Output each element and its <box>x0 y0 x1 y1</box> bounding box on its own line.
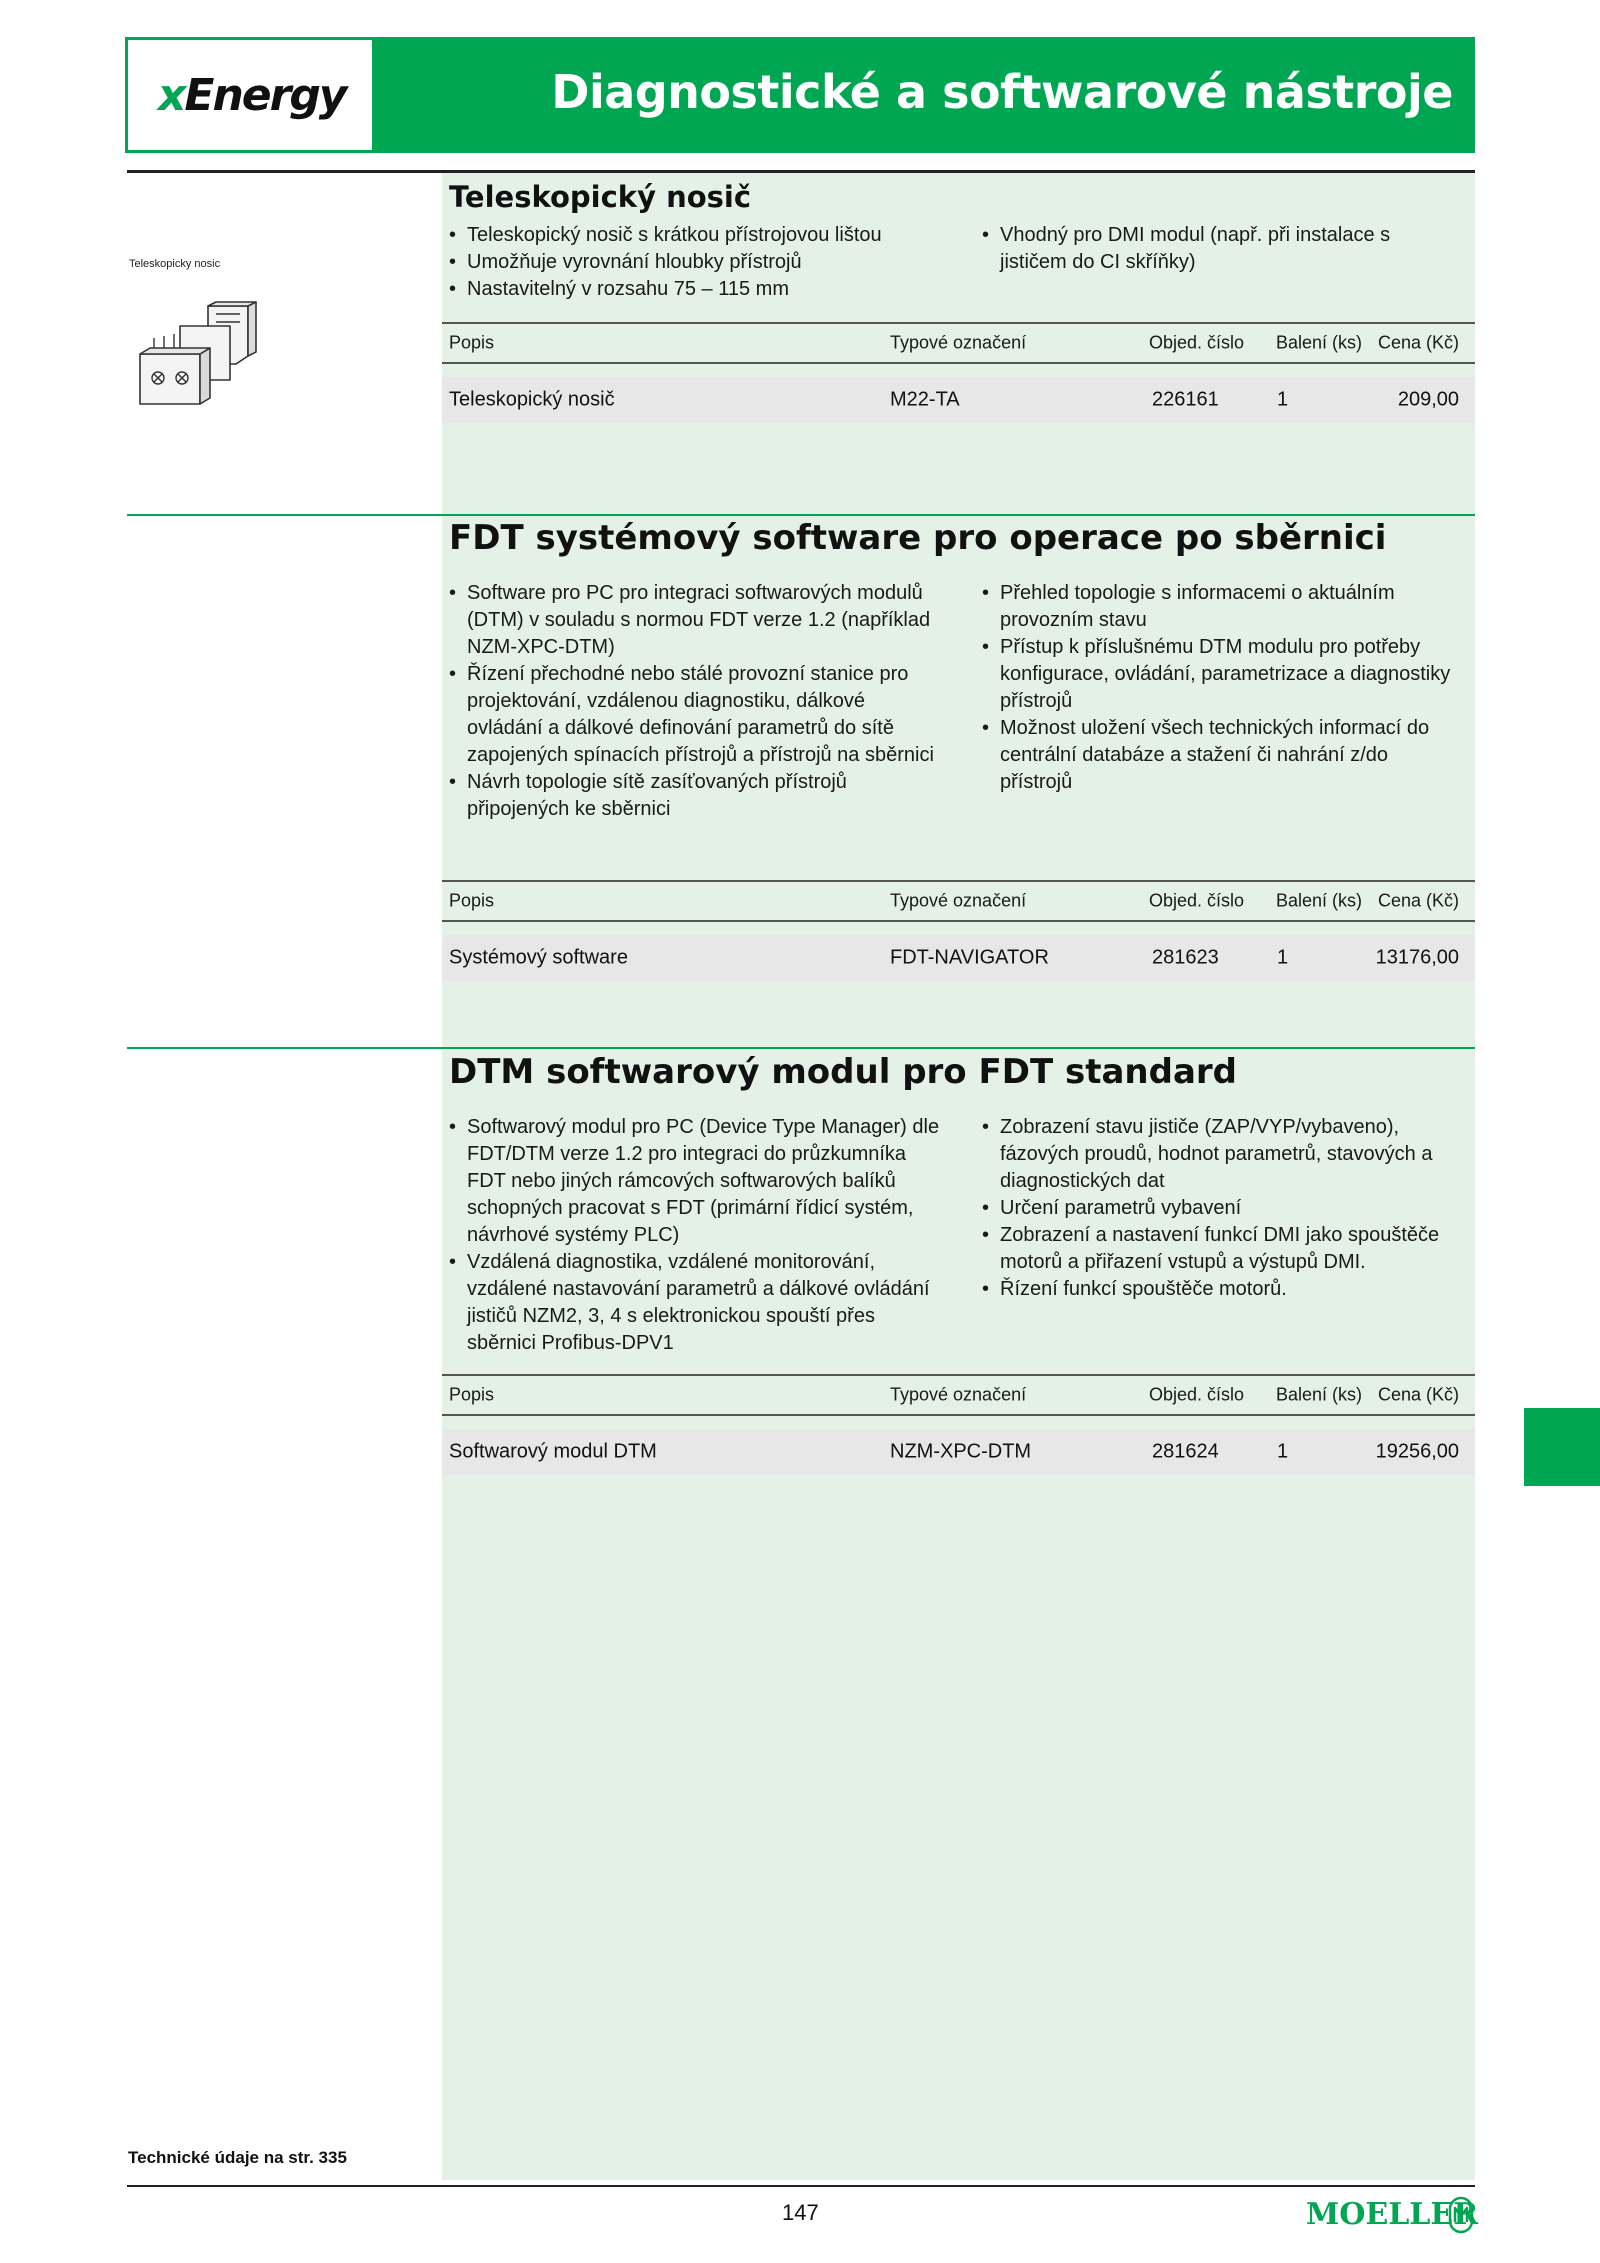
list-item: • Softwarový modul pro PC (Device Type Manager) dle FDT/DTM verze 1.2 pro integraci do průzkumníka FDT nebo jiných rámcových softwarových balíků schopných pracovat s FDT (primární řídicí systém, návrhové systémy PLC) <box>447 1114 942 1249</box>
list-item: • Teleskopický nosič s krátkou přístrojovou lištou <box>447 222 917 249</box>
table-row <box>442 1429 1475 1475</box>
moeller-emblem-icon <box>1448 2196 1474 2234</box>
cell-qty: 1 <box>1277 388 1289 411</box>
list-item: • Zobrazení stavu jističe (ZAP/VYP/vybaveno), fázových proudů, hodnot parametrů, stavových a diagnostických dat <box>980 1114 1465 1195</box>
cell-qty: 1 <box>1277 1440 1289 1463</box>
table-row <box>442 935 1475 981</box>
section-title-dtm: DTM softwarový modul pro FDT standard <box>449 1052 1237 1092</box>
image-caption: Teleskopicky nosic <box>129 258 221 270</box>
cell-type: NZM-XPC-DTM <box>890 1440 1032 1463</box>
col-qty-header: Balení (ks) <box>1276 1384 1363 1405</box>
section-2-bullets-right <box>980 580 1465 796</box>
product-table-3 <box>442 1374 1475 1475</box>
col-qty-header: Balení (ks) <box>1276 332 1363 353</box>
xenergy-logo <box>125 37 375 153</box>
list-item: • Určení parametrů vybavení <box>980 1195 1465 1222</box>
cell-price: 13176,00 <box>1375 946 1459 969</box>
section-3-bullets-right <box>980 1114 1465 1303</box>
tech-data-note: Technické údaje na str. 335 <box>128 2148 347 2167</box>
cell-order: 281623 <box>1152 946 1219 969</box>
col-desc-header: Popis <box>449 1384 495 1405</box>
col-price-header: Cena (Kč) <box>1377 332 1459 353</box>
product-table-2 <box>442 880 1475 981</box>
col-desc-header: Popis <box>449 890 495 911</box>
cell-order: 226161 <box>1152 388 1219 411</box>
col-desc-header: Popis <box>449 332 495 353</box>
col-qty-header: Balení (ks) <box>1276 890 1363 911</box>
list-item: • Nastavitelný v rozsahu 75 – 115 mm <box>447 276 917 303</box>
moeller-logo: MOELLER <box>1306 2197 1479 2232</box>
col-price-header: Cena (Kč) <box>1377 1384 1459 1405</box>
cell-type: M22-TA <box>890 388 960 411</box>
list-item: • Vzdálená diagnostika, vzdálené monitorování, vzdálené nastavování parametrů a dálkové ovládání jističů NZM2, 3, 4 s elektronickou spouští přes sběrnici Profibus-DPV1 <box>447 1249 942 1357</box>
list-item: • Přehled topologie s informacemi o aktuálním provozním stavu <box>980 580 1465 634</box>
cell-desc: Systémový software <box>449 946 628 969</box>
cell-desc: Teleskopický nosič <box>449 388 615 411</box>
section-2-bullets-left <box>447 580 942 823</box>
table-header <box>442 1374 1475 1416</box>
section-title-telescopic: Teleskopický nosič <box>449 180 752 214</box>
section-rule-1 <box>127 170 1475 173</box>
cell-type: FDT-NAVIGATOR <box>890 946 1049 969</box>
cell-desc: Softwarový modul DTM <box>449 1440 657 1463</box>
col-type-header: Typové označení <box>890 890 1027 911</box>
product-table-1 <box>442 322 1475 423</box>
col-order-header: Objed. číslo <box>1149 890 1245 911</box>
page-number: 147 <box>782 2200 819 2225</box>
section-3-bullets-left <box>447 1114 942 1357</box>
col-type-header: Typové označení <box>890 1384 1027 1405</box>
col-type-header: Typové označení <box>890 332 1027 353</box>
list-item: • Řízení funkcí spouštěče motorů. <box>980 1276 1465 1303</box>
list-item: • Zobrazení a nastavení funkcí DMI jako spouštěče motorů a přiřazení vstupů a výstupů DMI. <box>980 1222 1465 1276</box>
cell-price: 209,00 <box>1397 388 1459 411</box>
title-bar <box>375 37 1475 153</box>
section-1-bullets-right <box>980 222 1450 276</box>
section-rule-2 <box>127 514 1475 516</box>
table-row <box>442 377 1475 423</box>
list-item: • Umožňuje vyrovnání hloubky přístrojů <box>447 249 917 276</box>
table-header <box>442 322 1475 364</box>
chapter-tab <box>1524 1408 1600 1486</box>
list-item: • Možnost uložení všech technických informací do centrální databáze a stažení či nahrání z/do přístrojů <box>980 715 1465 796</box>
section-1-bullets-left <box>447 222 917 303</box>
col-order-header: Objed. číslo <box>1149 1384 1245 1405</box>
cell-order: 281624 <box>1152 1440 1219 1463</box>
section-rule-3 <box>127 1047 1475 1049</box>
list-item: • Návrh topologie sítě zasíťovaných přístrojů připojených ke sběrnici <box>447 769 942 823</box>
cell-price: 19256,00 <box>1375 1440 1459 1463</box>
list-item: • Přístup k příslušnému DTM modulu pro potřeby konfigurace, ovládání, parametrizace a diagnostiky přístrojů <box>980 634 1465 715</box>
list-item: • Software pro PC pro integraci softwarových modulů (DTM) v souladu s normou FDT verze 1.2 (například NZM-XPC-DTM) <box>447 580 942 661</box>
col-price-header: Cena (Kč) <box>1377 890 1459 911</box>
list-item: • Vhodný pro DMI modul (např. při instalace s jističem do CI skříňky) <box>980 222 1450 276</box>
page-header <box>125 37 1475 153</box>
footer-rule <box>127 2185 1475 2187</box>
telescopic-carrier-image <box>130 298 270 418</box>
table-header <box>442 880 1475 922</box>
page-title: Diagnostické a softwarové nástroje <box>551 65 1453 119</box>
cell-qty: 1 <box>1277 946 1289 969</box>
col-order-header: Objed. číslo <box>1149 332 1245 353</box>
logo-text: xEnergy <box>158 70 346 121</box>
list-item: • Řízení přechodné nebo stálé provozní stanice pro projektování, vzdálenou diagnostiku, dálkové ovládání a dálkové definování parametrů do sítě zapojených spínacích přístrojů a přístrojů na sběrnici <box>447 661 942 769</box>
section-title-fdt: FDT systémový software pro operace po sběrnici <box>449 518 1387 558</box>
